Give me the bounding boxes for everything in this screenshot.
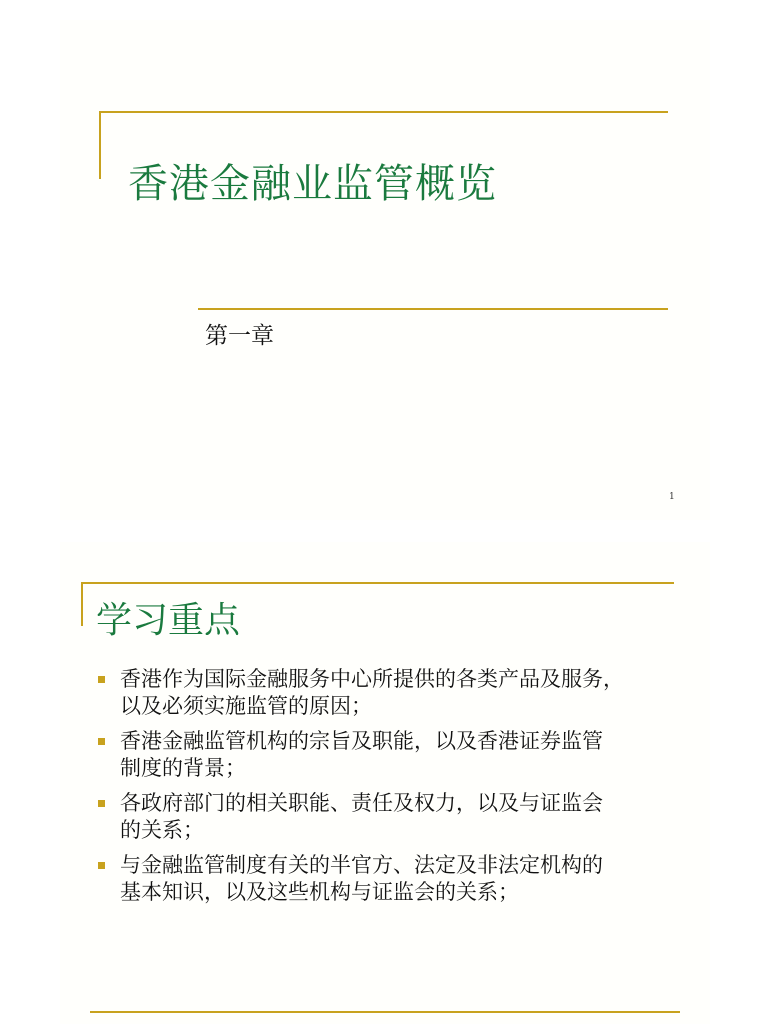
slide-2 [60,542,710,1024]
bullet-item [96,728,696,782]
title-left-rule [99,111,101,179]
bullet-text-line: 以及必须实施监管的原因； [120,694,372,718]
bullet-item [96,790,696,844]
slide-1 [60,20,710,520]
slide-title: 香港金融业监管概览 [128,161,497,207]
bullet-text-line: 制度的背景； [120,756,246,780]
square-bullet-icon [98,676,105,683]
footer-rule [90,1011,680,1013]
page-number: 1 [669,492,675,502]
bullet-item [96,852,696,906]
bullet-text-line: 各政府部门的相关职能、责任及权力，以及与证监会 [120,791,603,815]
square-bullet-icon [98,862,105,869]
heading-top-rule [82,582,674,584]
bullet-list [96,666,696,914]
title-top-rule [100,111,668,113]
square-bullet-icon [98,800,105,807]
slide-heading: 学习重点 [96,600,241,641]
heading-left-rule [81,582,83,626]
slide-subtitle: 第一章 [205,323,274,349]
bullet-text-line: 的关系； [120,818,204,842]
bullet-text-line: 香港金融监管机构的宗旨及职能，以及香港证券监管 [120,729,603,753]
bullet-text-line: 与金融监管制度有关的半官方、法定及非法定机构的 [120,853,603,877]
bullet-text-line: 香港作为国际金融服务中心所提供的各类产品及服务， [120,667,624,691]
square-bullet-icon [98,738,105,745]
bullet-text-line: 基本知识，以及这些机构与证监会的关系； [120,880,519,904]
bullet-item [96,666,696,720]
subtitle-rule [198,308,668,310]
